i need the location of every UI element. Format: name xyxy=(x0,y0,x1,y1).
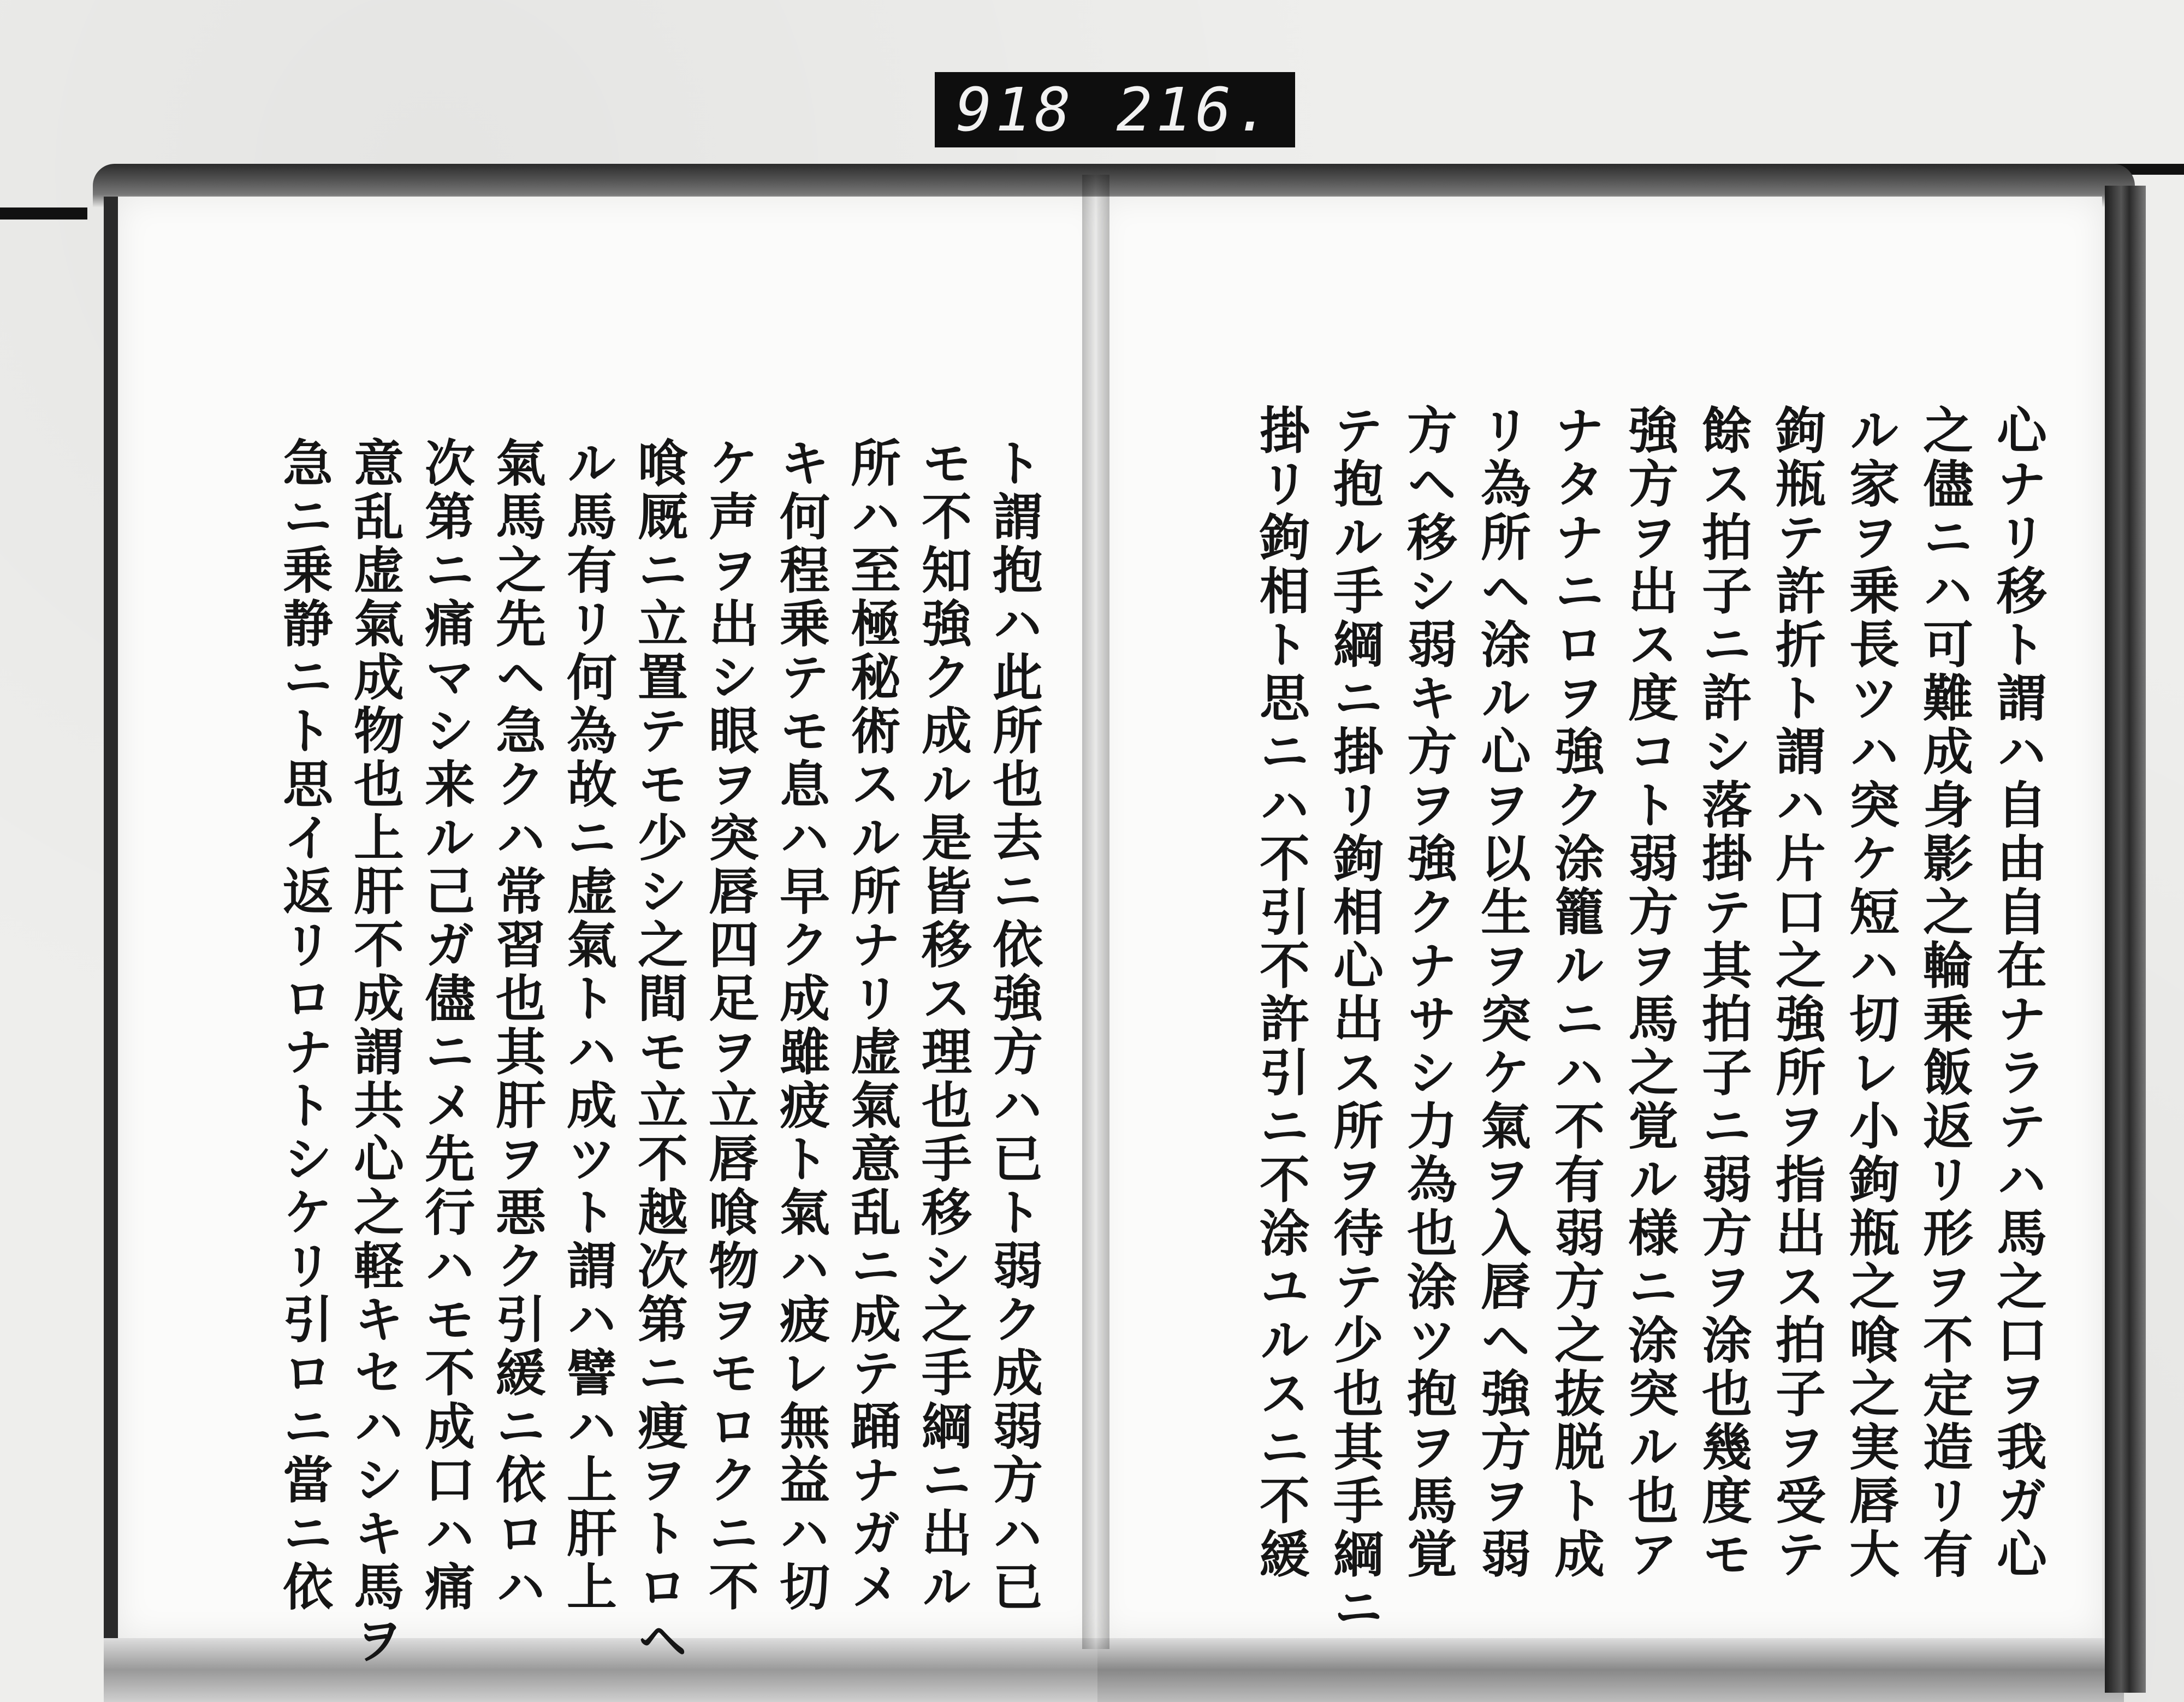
text-column: ト謂抱ハ此所也去ニ依強方ハ已ト弱ク成弱方ハ已 xyxy=(984,437,1043,1614)
microfilm-frame-label xyxy=(935,72,1295,147)
text-column: テ抱ル手綱ニ掛リ鉤相心出ス所ヲ待テ少也其手綱ニ xyxy=(1325,404,1384,1635)
page-stack-right-edge xyxy=(2105,186,2146,1693)
frame-number: 216. xyxy=(1116,75,1274,145)
text-column: 鉤瓶テ許折ト謂ハ片口之強所ヲ指出ス拍子ヲ受テ xyxy=(1767,404,1826,1581)
text-column: キ何程乗テモ息ハ早ク成雖疲ト氣ハ疲レ無益ハ切 xyxy=(771,437,830,1614)
text-column: リ為所ヘ涂ル心ヲ以生ヲ突ケ氣ヲ入唇ヘ強方ヲ弱 xyxy=(1473,404,1532,1581)
text-column: 餘ス拍子ニ許シ落掛テ其拍子ニ弱方ヲ涂也幾度モ xyxy=(1694,404,1753,1581)
text-column: ナタナニロヲ強ク涂籠ルニハ不有弱方之抜脱ト成 xyxy=(1546,404,1605,1581)
open-book xyxy=(60,164,2146,1702)
text-column: ル家ヲ乗長ツハ突ケ短ハ切レ小鉤瓶之喰之実唇大 xyxy=(1841,404,1900,1581)
left-page xyxy=(104,197,1106,1668)
text-column: 所ハ至極秘術スル所ナリ虚氣意乱ニ成テ踊ナガメ xyxy=(842,437,901,1614)
text-column: ル馬有リ何為故ニ虚氣トハ成ツト謂ハ譬ハ上肝上 xyxy=(559,437,618,1614)
page-stack-bottom-left xyxy=(104,1638,1097,1702)
right-page xyxy=(1097,197,2102,1638)
text-column: ケ声ヲ出シ眼ヲ突唇四足ヲ立唇喰物ヲモロクニ不 xyxy=(701,437,759,1614)
page-stack-bottom-right xyxy=(1097,1638,2124,1702)
text-column: 心ナリ移ト謂ハ自由自在ナラテハ馬之口ヲ我ガ心 xyxy=(1989,404,2048,1581)
text-column: 次第ニ痛マシ来ル己ガ儘ニメ先行ハモ不成口ハ痛 xyxy=(417,437,476,1614)
reel-number: 918 xyxy=(956,75,1075,145)
text-column: 強方ヲ出ス度コト弱方ヲ馬之覚ル様ニ涂突ル也ア xyxy=(1620,404,1679,1581)
text-column: モ不知強ク成ル是皆移ス理也手移シ之手綱ニ出ル xyxy=(913,437,972,1614)
text-column: 之儘ニハ可難成身影之輪乗飯返リ形ヲ不定造リ有 xyxy=(1915,404,1974,1581)
text-column: 氣馬之先ヘ急クハ常習也其肝ヲ悪ク引緩ニ依ロハ xyxy=(488,437,547,1614)
book-gutter xyxy=(1082,175,1109,1649)
text-column: 喰厩ニ立置テモ少シ之間モ立不越次第ニ痩ヲトロヘ xyxy=(630,437,689,1668)
text-column: 掛リ鉤相ト思ニハ不引不許引ニ不涂ユルスニ不緩 xyxy=(1251,404,1310,1581)
text-column: 急ニ乗静ニト思イ返リロナトシケリ引ロニ當ニ依 xyxy=(275,437,334,1614)
text-column: 方ヘ移シ弱キ方ヲ強クナサシ力為也涂ツ抱ヲ馬覚 xyxy=(1399,404,1458,1581)
text-column: 意乱虚氣成物也上肝不成謂共心之軽キセハシキ馬ヲ xyxy=(346,437,405,1668)
